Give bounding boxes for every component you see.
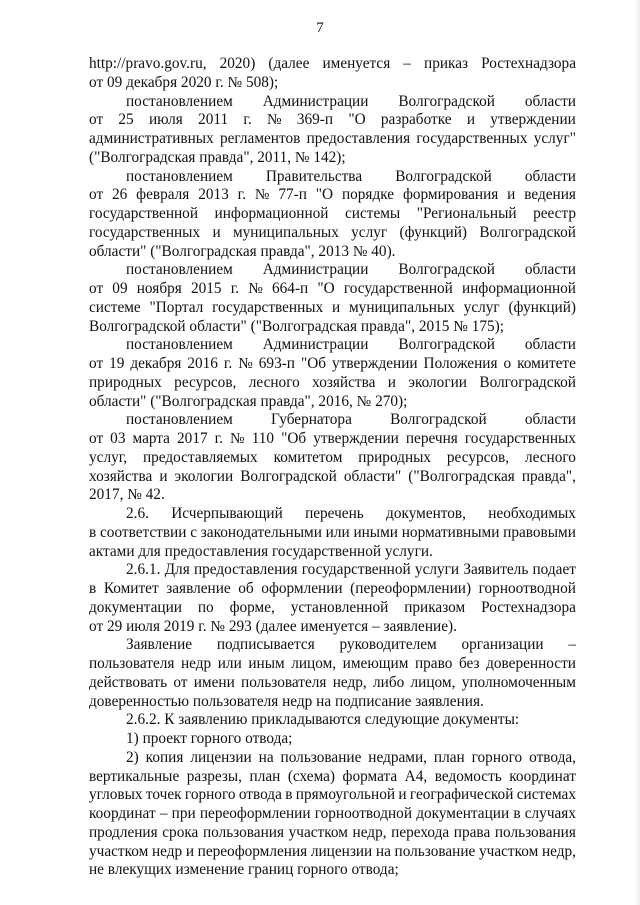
word: области <box>524 411 576 429</box>
word: перехода <box>391 823 450 841</box>
word: лицензии <box>310 842 373 860</box>
word: форме, <box>229 598 275 616</box>
word: № <box>248 280 263 297</box>
word: ведения <box>524 186 576 204</box>
word: г. <box>237 186 247 204</box>
word: Комитет <box>103 580 159 597</box>
word: хозяйства <box>312 373 376 391</box>
word: регламентов <box>219 130 301 147</box>
word: природных <box>358 448 432 466</box>
word: ресурсов, <box>174 373 237 391</box>
text-line: не влекущих изменение границ горного отвода; <box>89 861 399 879</box>
word: услуг <box>351 223 388 241</box>
word: г. <box>214 430 224 447</box>
word: государственной <box>343 280 453 297</box>
text-line <box>89 749 576 768</box>
word: Заявление <box>126 636 193 654</box>
word: участком <box>288 823 348 841</box>
word: области <box>524 261 576 279</box>
text-line <box>89 430 576 449</box>
text-line <box>89 561 576 580</box>
word: А4, <box>404 767 428 785</box>
word: горного <box>184 786 236 804</box>
text-line: области" ("Волгоградская правда", 2016, № 270); <box>89 392 408 410</box>
word: государственных <box>89 223 201 241</box>
word: или <box>217 655 242 672</box>
word: утверждении <box>331 355 418 372</box>
word: 110 <box>251 430 275 447</box>
word: – <box>159 805 168 822</box>
word: недр <box>151 842 183 860</box>
word: Волгоградской <box>395 167 492 185</box>
text-line <box>89 786 576 805</box>
word: лесного <box>524 448 576 466</box>
text-line <box>89 655 576 674</box>
word: Волгоградской <box>398 261 495 279</box>
word: правда", <box>521 467 576 485</box>
word: постановлением <box>126 336 233 354</box>
word: о <box>503 355 512 372</box>
text-line <box>89 374 576 393</box>
word: недр, <box>352 823 387 841</box>
word: государственных <box>416 130 528 147</box>
word: и <box>159 467 168 485</box>
word: экологии <box>408 373 467 391</box>
text-line <box>89 468 576 487</box>
word: февраля <box>136 186 190 204</box>
word: экологии <box>174 467 234 485</box>
word: области <box>524 92 576 110</box>
word: координат <box>89 805 156 822</box>
word: области" <box>343 467 402 485</box>
word: в <box>285 786 293 804</box>
text-line <box>89 524 576 543</box>
word: и <box>332 298 341 316</box>
word: пользователя <box>89 655 175 672</box>
word: вертикальные <box>89 767 180 785</box>
text-line: актами для предоставления государственной услуги. <box>89 542 433 560</box>
word: установленной <box>290 598 389 616</box>
word: имени <box>193 673 235 691</box>
word: пользование <box>394 842 476 860</box>
word: недрами, <box>368 748 427 766</box>
word: "Об <box>300 355 327 372</box>
text-line <box>89 505 576 524</box>
word: информационной <box>462 280 576 297</box>
word: 2.6. <box>126 505 149 522</box>
word: услуг, <box>89 448 128 466</box>
word: "О <box>317 280 335 297</box>
word: утверждении <box>313 430 399 447</box>
word: № <box>267 111 282 129</box>
text-line <box>89 824 576 843</box>
text-line <box>89 599 576 618</box>
word: или <box>325 523 350 541</box>
text-line <box>89 55 576 74</box>
word: Волгоградской <box>479 373 576 391</box>
word: лесного <box>248 373 300 391</box>
word: на <box>375 842 391 860</box>
word: муниципальных <box>348 298 455 316</box>
word: административных <box>89 130 214 147</box>
word: порядке <box>341 186 395 204</box>
text-line <box>89 768 576 787</box>
word: системах <box>516 786 576 804</box>
word: перечня <box>405 430 458 447</box>
word: иными <box>353 523 398 541</box>
word: об <box>238 580 254 597</box>
word: (переоформлении) <box>350 580 472 597</box>
word: разработке <box>380 111 452 129</box>
word: заявление <box>166 580 231 597</box>
word: "Портал <box>149 298 204 316</box>
word: от <box>89 280 104 297</box>
word: переоформления <box>197 842 308 860</box>
word: лицензии <box>190 748 252 766</box>
word: 369-п <box>296 111 334 129</box>
text-line: ("Волгоградская правда", 2011, № 142); <box>89 148 346 166</box>
word: 664-п <box>272 280 309 297</box>
word: по <box>197 598 214 616</box>
word: 25 <box>118 111 134 129</box>
word: (далее <box>268 55 310 72</box>
word: соответствии <box>100 523 187 541</box>
word: необходимых <box>488 505 576 522</box>
text-line: 1) проект горного отвода; <box>126 730 293 747</box>
word: подписывается <box>216 636 315 654</box>
word: 2011 <box>198 111 229 129</box>
text-line <box>89 130 576 149</box>
text-line <box>89 93 576 112</box>
word: Ростехнадзора <box>481 55 576 72</box>
word: – <box>403 55 411 72</box>
word: и <box>185 842 194 860</box>
word: системе <box>89 298 141 316</box>
word: Положения <box>423 355 498 372</box>
word: лицом, <box>291 655 337 672</box>
word: нормативными <box>401 523 500 541</box>
word: координат <box>509 767 576 785</box>
word: формата <box>342 767 398 785</box>
word: постановлением <box>126 411 233 429</box>
word: комитетом <box>273 448 343 466</box>
text-line <box>89 111 576 130</box>
text-line: 2017, № 42. <box>89 486 165 504</box>
word: приказом <box>404 598 466 616</box>
word: случаях <box>524 805 576 822</box>
word: реестр <box>533 205 576 222</box>
word: отвода, <box>529 748 576 766</box>
word: разрезы, <box>186 767 242 785</box>
word: предоставления <box>193 561 298 579</box>
word: законодательными <box>200 523 322 541</box>
word: план <box>249 767 281 785</box>
text-line <box>89 411 576 430</box>
word: участком <box>89 842 149 860</box>
word: точек <box>145 786 182 804</box>
word: ноября <box>136 280 182 297</box>
word: 2020) <box>219 55 256 72</box>
word: хозяйства <box>89 467 153 485</box>
word: участком <box>478 842 539 860</box>
word: от <box>173 673 188 691</box>
word: имеющим <box>342 655 409 672</box>
word: http://pravo.gov.ru, <box>89 55 207 72</box>
text-line <box>89 261 576 280</box>
word: продления <box>89 823 158 841</box>
word: оформлении <box>261 580 343 597</box>
word: правовыми <box>503 523 576 541</box>
word: 77-п <box>278 186 307 204</box>
word: Администрации <box>262 92 369 110</box>
word: 693-п <box>258 355 295 372</box>
word: иным <box>248 655 285 672</box>
word: Волгоградской <box>398 336 495 354</box>
word: (схема) <box>287 767 336 785</box>
word: "О <box>315 186 334 204</box>
word: 26 <box>112 186 128 204</box>
text-line <box>89 636 576 655</box>
word: горноотводной <box>314 805 413 822</box>
word: горноотводной <box>478 580 576 597</box>
word: организации <box>461 636 544 654</box>
word: 2015 <box>190 280 222 297</box>
word: недр, <box>541 842 576 860</box>
word: 2013 <box>198 186 229 204</box>
word: приказ <box>424 55 469 72</box>
word: пользования <box>494 823 576 841</box>
text-line <box>89 205 576 224</box>
word: услуги <box>414 561 460 579</box>
word: план <box>433 748 465 766</box>
word: (функций) <box>508 298 576 316</box>
word: документации <box>89 598 182 616</box>
word: недр <box>180 655 212 672</box>
text-line <box>89 674 576 693</box>
word: ("Волгоградская <box>408 467 515 485</box>
text-line <box>89 280 576 299</box>
word: системы <box>345 205 401 222</box>
word: и <box>387 373 396 391</box>
word: от <box>89 430 104 447</box>
text-line <box>89 299 576 318</box>
word: документов, <box>386 505 466 522</box>
word: государственной <box>89 205 199 222</box>
word: Для <box>164 561 190 579</box>
word: постановлением <box>126 92 233 110</box>
word: пользователя <box>241 673 327 691</box>
word: в <box>89 580 97 597</box>
text-line: области" ("Волгоградская правда", 2013 № 40). <box>89 242 396 260</box>
word: 2) <box>126 748 139 766</box>
word: Заявитель <box>463 561 529 579</box>
word: "О <box>348 111 366 129</box>
word: Администрации <box>262 261 369 279</box>
word: государственных <box>464 430 576 447</box>
word: угловых <box>89 786 143 804</box>
word: № <box>230 430 245 447</box>
text-line <box>89 168 576 187</box>
word: "Региональный <box>416 205 517 222</box>
text-line <box>89 449 576 468</box>
scan-edge-shadow <box>634 0 640 905</box>
word: право <box>414 655 453 672</box>
word: предоставления <box>306 130 411 147</box>
word: комитете <box>517 355 576 372</box>
word: отвода <box>238 786 282 804</box>
word: с <box>190 523 197 541</box>
word: услуг <box>463 298 500 316</box>
word: утверждении <box>490 111 576 129</box>
word: географической <box>409 786 514 804</box>
word: Исчерпывающий <box>171 505 283 522</box>
word: руководителем <box>339 636 437 654</box>
text-line <box>89 843 576 862</box>
word: копия <box>145 748 184 766</box>
text-line: доверенностью пользователя недр на подписание заявления. <box>89 692 484 710</box>
word: и <box>466 111 476 129</box>
word: и <box>398 786 407 804</box>
text-line <box>89 805 576 824</box>
word: г. <box>223 355 233 372</box>
word: либо <box>373 673 405 691</box>
word: постановлением <box>126 261 233 279</box>
word: марта <box>132 430 170 447</box>
text-line: Волгоградской области" ("Волгоградская правда", 2015 № 175); <box>89 317 504 335</box>
word: муниципальных <box>232 223 339 241</box>
word: Администрации <box>262 336 369 354</box>
text-line <box>89 580 576 599</box>
word: предоставляемых <box>142 448 258 466</box>
text-line: от 09 декабря 2020 г. № 508); <box>89 73 279 91</box>
word: от <box>89 355 104 372</box>
word: Правительства <box>265 167 363 185</box>
word: на <box>258 748 274 766</box>
word: услуг" <box>533 130 576 147</box>
word: при <box>171 805 196 822</box>
word: 09 <box>112 280 128 297</box>
text-line: 2.6.2. К заявлению прикладываются следующие документы: <box>126 711 520 729</box>
word: июля <box>148 111 183 129</box>
word: действовать <box>89 673 168 691</box>
word: недр, <box>332 673 367 691</box>
word: Волгоградской <box>479 223 576 241</box>
word: ресурсов, <box>446 448 510 466</box>
word: ведомость <box>434 767 502 785</box>
word: № <box>254 186 270 204</box>
word: права <box>453 823 491 841</box>
word: постановлением <box>126 167 233 185</box>
word: 2.6.1. <box>126 561 161 579</box>
word: переоформлении <box>199 805 311 822</box>
word: № <box>238 355 253 372</box>
word: срока <box>162 823 199 841</box>
word: г. <box>230 280 240 297</box>
word: природных <box>89 373 162 391</box>
word: г. <box>243 111 252 129</box>
word: Волгоградской <box>390 411 487 429</box>
word: прямоугольной <box>295 786 396 804</box>
word: информационной <box>214 205 329 222</box>
word: "Об <box>281 430 307 447</box>
word: горного <box>471 748 523 766</box>
word: именуется <box>322 55 391 72</box>
word: от <box>89 111 104 129</box>
word: без <box>458 655 480 672</box>
word: и <box>507 186 516 204</box>
word: формирования <box>402 186 499 204</box>
word: 2017 <box>177 430 208 447</box>
word: государственной <box>301 561 411 579</box>
document-body <box>89 55 576 880</box>
text-line <box>89 336 576 355</box>
word: документации <box>416 805 510 822</box>
text-line: от 29 июля 2019 г. № 293 (далее именуется – заявление). <box>89 617 457 635</box>
word: в <box>89 523 97 541</box>
word: области <box>524 167 576 185</box>
word: подает <box>532 561 576 579</box>
word: лицом, <box>410 673 456 691</box>
word: доверенности <box>486 655 576 672</box>
word: 19 <box>109 355 125 372</box>
word: – <box>568 636 576 654</box>
word: государственных <box>212 298 324 316</box>
word: Губернатора <box>270 411 352 429</box>
word: (функций) <box>399 223 468 241</box>
word: Волгоградской <box>398 92 495 110</box>
text-line <box>89 355 576 374</box>
word: от <box>89 186 104 204</box>
word: 2016 <box>187 355 218 372</box>
word: декабря <box>130 355 182 372</box>
word: Волгоградской <box>240 467 337 485</box>
word: и <box>212 223 221 241</box>
text-line <box>89 224 576 243</box>
word: уполномоченным <box>461 673 576 691</box>
word: области <box>524 336 576 354</box>
word: 03 <box>110 430 126 447</box>
word: Ростехнадзора <box>481 598 576 616</box>
word: в <box>513 805 521 822</box>
page-number: 7 <box>316 20 324 36</box>
word: пользования <box>202 823 285 841</box>
text-line <box>89 186 576 205</box>
word: пользование <box>280 748 362 766</box>
word: перечень <box>305 505 364 522</box>
